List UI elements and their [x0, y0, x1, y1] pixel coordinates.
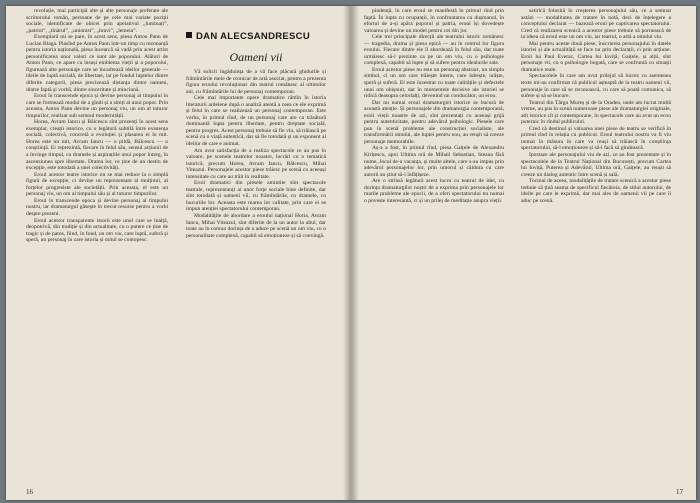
- paragraph: pindență, în care eroul se manifestă în primul rînd prin faptă. În lupta cu ocupanții, în confruntarea cu dușmanul, în efortul de a-și apăra poporul și patria, eroul își dovedește valoarea și devine un model pentru cei din jur.: [364, 8, 504, 34]
- author-heading: [186, 32, 336, 42]
- paragraph: Eroul în transcende epoca și devine personaj al timpului în care se formează modul de a gîndi și a simți al unui popor. Prin aceasta, Anton Pann devine un personaj viu, un om al tuturor timpurilor, realizat sub semnul modernității.: [26, 93, 168, 119]
- page-number-right: 17: [676, 488, 683, 496]
- paragraph: Aș-a a fost, în primul rînd, piesa Gaițele de Alexandru Kirițescu, apoi Ultima oră de Mihail Sebastian, Steaua fără nume, Jocul de-a vacanța, și multe altele, care s-au impus prin adevărul personajelor lor, prin umorul și căldura cu care autorii au știut să-i înfățișeze.: [364, 145, 504, 178]
- square-bullet-icon: [186, 32, 192, 38]
- author-name: DAN ALECSANDRESCU: [196, 31, 311, 42]
- paragraph: Am avut satisfacția de a realiza spectacole ce au pus în valoare, pe scenele teatrelor noastre, lucrări cu o tematică istorică, precum Horea, Avram Iancu, Bălcescu, Mihai Viteazul. Personajele acestor piese trăiesc pe scenă cu aceeași intensitate cu care au trăit în realitate.: [186, 147, 326, 180]
- paragraph: Cred că destinul și valoarea unei piese de teatru se verifică în primul rînd în relația cu publicul. Eroul teatrului nostru va fi viu numai în măsura în care va reuși să trăiască în conștiința spectatorului, să-l emoționeze și să-l facă să gîndească.: [521, 125, 671, 152]
- article-title: Oameni vii: [229, 50, 283, 64]
- paragraph: Eroii dramatici din piesele amintite sînt spectacole teatrale, reprezentanți ai unor forțe sociale bine definite, dar sînt totodată și oameni vii, cu frămîntările, cu dramele, cu bucuriile lor. Aceasta este marea lor calitate, prin care ei se impun atenției spectatorului contemporan.: [186, 180, 326, 213]
- paragraph: Horea, Avram Iancu și Bălcescu sînt prezenți în acest sens exemplar, creații istorice, cu o legătură subtilă între existența socială, colectivă, concretă a evoluției și plasarea ei în mit. Horea este un mit, Avram Iancu — o pildă, Bălcescu — o conștiință. Ei reprezintă, fiecare în felul său, sensul acțiunii de a învinge timpul, cu dramele și aspirațiile unui popor întreg, în ascensiunea spre libertate. Drama lor, ce ține de un destin de excepție, este totodată a unei colectivități.: [26, 119, 168, 172]
- paragraph: Tocmai de aceea, modalitățile de tratare scenică a acestor piese trebuie să țină seama de specificul fiecăreia, de stilul autorului, de ideile pe care le exprimă, dar mai ales de oamenii vii pe care îi aduc pe scenă.: [521, 178, 671, 204]
- column-4: [521, 8, 671, 480]
- paragraph: Modalitățile de abordare a eroului național Horia, Avram Iancu, Mihai Viteazul, sînt diferite de la un autor la altul, dar toate au în comun dorința de a aduce pe scenă un om viu, cu o personalitate complexă, capabil să emoționeze și să convingă.: [186, 213, 326, 239]
- paragraph: Spectacolele în care am avut prilejul să lucrez cu asemenea texte mi-au confirmat că publicul așteaptă de la teatru oameni vii, personaje în care să se recunoască, cu care să poată comunica, să sufere și să se bucure.: [521, 73, 671, 100]
- column-1: [26, 8, 168, 480]
- paragraph: Eroul acestor transparente istorii este unul care se înalță, deopotrivă, din tradiție și din actualitate, cu o putere ce ține de tragic și de patos, fiind, în fond, un om viu, care luptă, suferă și speră, un personaj în care istoria și mitul se contopesc.: [26, 217, 168, 244]
- column-3: [364, 8, 504, 480]
- paragraph: Eroul acestor teatre istorice nu se mai reduce la o simplă figură de excepție, ci devine un reprezentant al mulțimii, al forțelor progresiste ale societății. Prin aceasta, el este un personaj viu, un om al timpului său și al tuturor timpurilor.: [26, 171, 168, 198]
- paragraph: Mai pentru aceste două piese, înscrierea personajului în datele istoriei și ale actualității se face nu prin declarații, ci prin acțiune. Eroii lui Paul Everac, Cartea lui Ioviță, Gaițele, și alții, sînt personaje vii, cu o psihologie bogată, care se confruntă cu situații dramatice reale.: [521, 40, 671, 73]
- paragraph: Cele trei principale direcții ale teatrului istoric românesc — tragedia, drama și piesa epică — au în centrul lor figura eroului. Fiecare dintre ele îl abordează în felul său, dar toate urmăresc să-l prezinte ca pe un om viu, cu o psihologie complexă, capabil să lupte și să sufere pentru idealurile sale.: [364, 34, 504, 67]
- paragraph: Cele mai importante opere dramatice rămîn în istoria literaturii ardelene după o analiză atentă a ceea ce ele exprimă și felul în care se realizează un personaj contemporan. Este vorba, în primul rînd, de un personaj care are ca trăsătură dominantă lupta pentru libertate, pentru dreptate socială, pentru progres. Acest personaj trebuie să fie viu, să trăiască pe scenă cu o viață autentică, dar să fie totodată și un exponent al ideilor de care e animat.: [186, 95, 326, 148]
- paragraph: satirică folosită în creșterea personajului său, ce a semnat astăzi — modalitatea de tratare în notă, deci de înțelegere a conceptului declarat — bazează eroul pe captivarea spectatorului. Cred că realizarea scenică a acestor piese trebuie să pornească de la ideea că eroul este un om viu, iar teatrul, o artă a omului viu.: [521, 8, 671, 41]
- paragraph: Eroul acestor piese nu este un personaj abstract, un simplu simbol, ci un om care trăiește intens, care iubește, urăște, speră și suferă. El este înzestrat cu toate calitățile și defectele unui om obișnuit, dar în momentele decisive ale istoriei se ridică deasupra celorlalți, devenind un conducător, un erou.: [364, 66, 504, 100]
- paragraph: Eroul în transcende epoca și devine personaj al timpului nostru, iar dramaturgul găsește în trecut resurse pentru a vorbi despre prezent.: [26, 197, 168, 217]
- page-left: [6, 6, 349, 500]
- book-spread: [6, 6, 696, 500]
- paragraph: revoluție, mai participă alte și alte personaje preferate ale scriitorului român, persoane de pe cele mai variate poziții sociale, identificate de obicei prin apelativul „luminați”, „patriot”, „tînărul”, „unionist”, „bravi”, „lemeia”.: [26, 8, 168, 34]
- paragraph: Vă solicit îngăduința de a vă face plăcută ghidurile și frămîntările mele de cronicar de artă asociat, pentru a prezenta figura eroului revoluționar din teatrul românesc al ultimilor ani, cu frămîntările lui de personaj contemporan.: [186, 69, 326, 95]
- paragraph: Are o strînsă legătură acest lucru cu teatrul de idei, cu dorința dramaturgilor noștri de a exprima prin personajele lor marile probleme ale epocii, de a oferi spectatorului nu numai o poveste interesantă, ci și un prilej de meditație asupra vieții.: [364, 178, 504, 204]
- column-2: [186, 69, 326, 480]
- paragraph: Teatrul din Târgu Mureș și de la Oradea, unde am lucrat multă vreme, au pus în scenă numeroase piese ale dramaturgiei originale, atît istorice cît și contemporane, în spectacole care au avut un ecou puternic în rîndul publicului.: [521, 99, 671, 126]
- paragraph: Dar nu numai eroul dramaturgiei istorice se bucură de această atenție. Și personajele din dramaturgia contemporană, eroii vieții noastre de azi, sînt prezentați cu aceeași grijă pentru autenticitate, pentru adevărul psihologic. Piesele care pun în scenă probleme ale construcției socialiste, ale transformării omului, ale luptei pentru nou, au reușit să creeze personaje memorabile.: [364, 99, 504, 145]
- page-number-left: 16: [26, 488, 33, 496]
- paragraph: Exemplară mi se pare, în acest sens, piesa Anton Pann de Lucian Blaga. Plasînd pe Anton Pann într-un timp cu rezonanță pentru istoria națională, piesa încearcă să vadă prin acest artist personificarea unor valori ce sunt ale poporului. Alături de Anton Pann, ce apare ca însuși emblema vieții și a poporului, figurează alte personaje care se încadrează ideilor generale — ideile de luptă socială, de libertate, iar pe fondul luptelor dintre diferite categorii, piesa precizează distanța dintre oameni, dintre faptă și vorbă, dintre sinceritate și minciună.: [26, 34, 168, 93]
- paragraph: Ipostaze ale personajului viu de azi, ce au fost prezentate și în spectacolele de la Teatrul Național din București, precum Cartea lui Ioviță, Puterea și Adevărul, Ultima oră, Gaițele, au reușit să creeze un dialog autentic între scenă și sală.: [521, 152, 671, 178]
